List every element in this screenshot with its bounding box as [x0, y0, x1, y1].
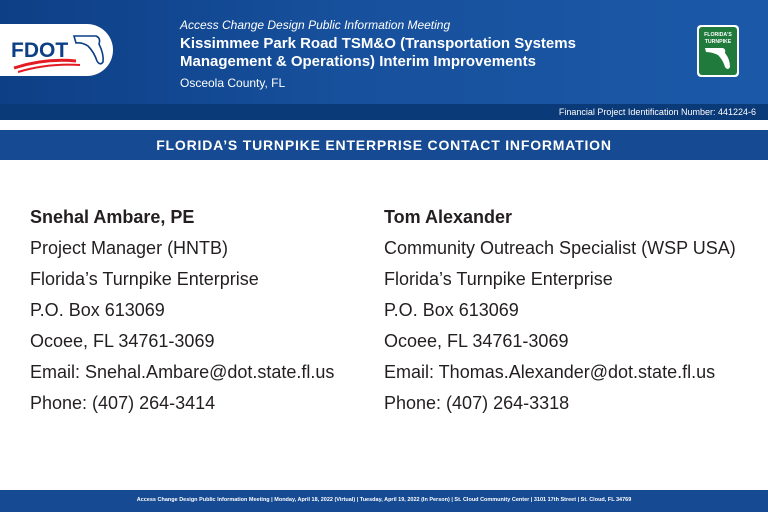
financial-project-id: Financial Project Identification Number: 441224-6	[558, 107, 756, 117]
contact-email: Email: Thomas.Alexander@dot.state.fl.us	[384, 362, 716, 382]
project-title: Kissimmee Park Road TSM&O (Transportation Systems Management & Operations) Interim Improvements	[180, 35, 576, 70]
header-banner	[0, 0, 768, 104]
svg-text:FLORIDA'S: FLORIDA'S	[704, 32, 732, 38]
meeting-type: Access Change Design Public Information Meeting	[180, 18, 451, 32]
contact-phone: Phone: (407) 264-3318	[384, 393, 570, 413]
florida-turnpike-logo	[697, 25, 739, 77]
svg-text:TURNPIKE: TURNPIKE	[704, 39, 732, 45]
contact-email: Email: Snehal.Ambare@dot.state.fl.us	[30, 362, 335, 382]
contact-po-box: P.O. Box 613069	[30, 300, 165, 320]
contact-card	[30, 202, 334, 419]
svg-text:FDOT: FDOT	[11, 39, 69, 62]
contact-card	[384, 202, 736, 419]
contact-name: Snehal Ambare, PE	[30, 207, 195, 227]
footer-meeting-info: Access Change Design Public Information Meeting | Monday, April 18, 2022 (Virtual) | Tuesday, April 19, 2022 (In Person) | St. Cloud Community Center | 3101 17th Street | St. Cloud, FL 34769	[0, 490, 768, 512]
contact-title: Community Outreach Specialist (WSP USA)	[384, 238, 736, 258]
contact-name: Tom Alexander	[384, 207, 513, 227]
contact-organization: Florida’s Turnpike Enterprise	[30, 269, 259, 289]
fdot-logo	[0, 24, 113, 76]
contact-title: Project Manager (HNTB)	[30, 238, 229, 258]
section-title: FLORIDA’S TURNPIKE ENTERPRISE CONTACT INFORMATION	[0, 130, 768, 160]
contact-city: Ocoee, FL 34761-3069	[384, 331, 569, 351]
county: Osceola County, FL	[180, 76, 286, 90]
contact-city: Ocoee, FL 34761-3069	[30, 331, 215, 351]
contact-organization: Florida’s Turnpike Enterprise	[384, 269, 613, 289]
fpid-bar	[0, 104, 768, 120]
header-text-block	[180, 18, 620, 91]
contact-phone: Phone: (407) 264-3414	[30, 393, 216, 413]
contact-po-box: P.O. Box 613069	[384, 300, 519, 320]
